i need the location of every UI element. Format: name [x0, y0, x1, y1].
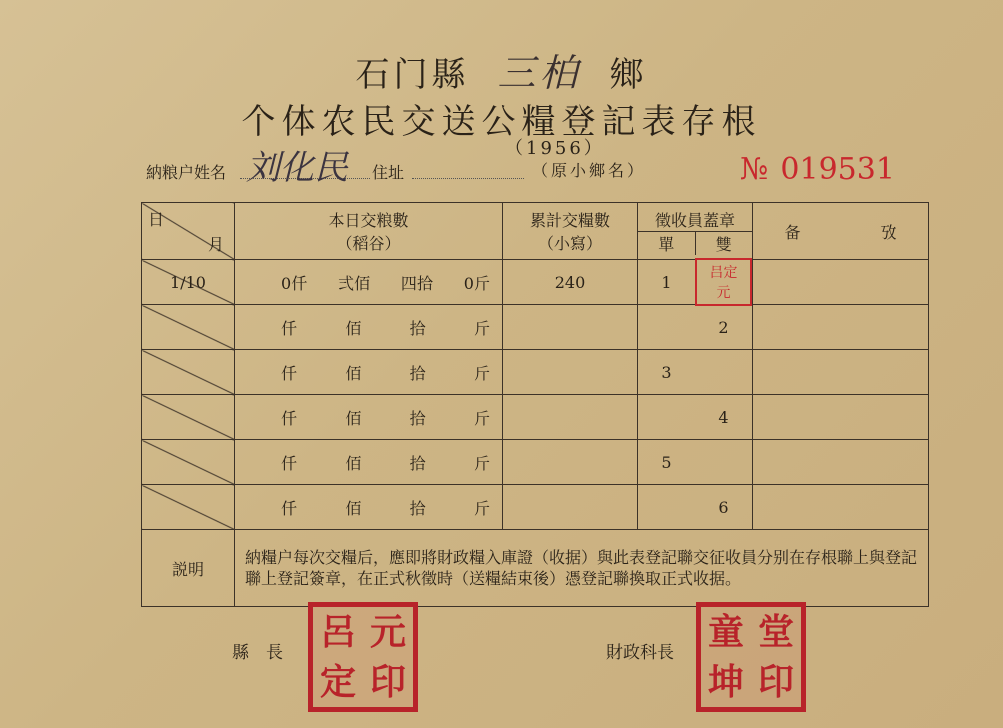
seal-char: 印	[369, 661, 406, 703]
unit-bai: 佰	[345, 318, 362, 338]
table-row	[142, 485, 929, 530]
address-label: 住址	[372, 163, 405, 182]
total-cell	[503, 260, 638, 305]
unit-shi: 拾	[409, 453, 426, 473]
seal-char: 元	[369, 611, 406, 653]
table-row	[142, 260, 929, 305]
amount-header	[235, 203, 503, 260]
stamp-header	[638, 203, 753, 260]
unit-jin: 斤	[473, 498, 490, 518]
taxpayer-name-handwritten: 刘化民	[246, 148, 348, 188]
total-cell	[503, 440, 638, 485]
unit-bai: 佰	[345, 453, 362, 473]
form-title: 个体农民交送公糧登記表存根	[241, 102, 762, 142]
stamp-cell	[638, 305, 753, 350]
total-cell	[503, 305, 638, 350]
delivery-table	[141, 202, 929, 607]
unit-qian: 仟	[281, 498, 298, 518]
serial-value: 019531	[780, 152, 895, 187]
unit-shi: 拾	[409, 408, 426, 428]
amount-cell	[235, 395, 503, 440]
date-cell	[142, 350, 235, 395]
day-label: 日	[148, 210, 165, 229]
township-handwritten: 三柏	[497, 51, 582, 95]
single-slot: 1	[661, 272, 672, 292]
unit-shi: 拾	[409, 318, 426, 338]
shi-value: 四	[400, 273, 417, 293]
unit-shi: 拾	[409, 498, 426, 518]
note-label: 説明	[142, 530, 235, 607]
unit-shi: 拾	[416, 273, 433, 293]
table-row	[142, 305, 929, 350]
amount-cell	[235, 440, 503, 485]
total-cell	[503, 395, 638, 440]
date-cell	[142, 305, 235, 350]
single-label: 單	[638, 232, 696, 255]
unit-bai: 佰	[345, 498, 362, 518]
unit-jin: 斤	[473, 453, 490, 473]
date-header	[142, 203, 235, 260]
unit-bai: 佰	[354, 273, 371, 293]
qian-value: 0	[281, 273, 292, 293]
stamp-cell	[638, 395, 753, 440]
seal-char: 呂	[319, 611, 356, 653]
date-cell	[142, 440, 235, 485]
seal-char: 堂	[757, 611, 794, 653]
bai-value: 弍	[338, 273, 355, 293]
stamp-cell	[638, 440, 753, 485]
date-cell	[142, 260, 235, 305]
unit-jin: 斤	[473, 363, 490, 383]
stamp-cell	[638, 485, 753, 530]
stamp-cell	[638, 260, 753, 305]
date-cell	[142, 395, 235, 440]
serial-number	[740, 152, 895, 187]
unit-bai: 佰	[345, 363, 362, 383]
month-label: 月	[207, 235, 224, 254]
date-cell	[142, 485, 235, 530]
note-row	[142, 530, 929, 607]
seal-char: 定	[319, 661, 356, 703]
township-suffix: 鄉	[609, 55, 648, 95]
serial-prefix: №	[740, 152, 769, 187]
unit-jin: 斤	[473, 318, 490, 338]
seal-char: 印	[757, 661, 794, 703]
double-slot: 4	[718, 407, 729, 427]
taxpayer-name-label: 納粮户姓名	[146, 163, 227, 182]
remarks-header: 备 攷	[753, 203, 929, 260]
seal-char: 坤	[707, 661, 744, 703]
double-label: 雙	[715, 234, 732, 254]
remarks-cell	[753, 485, 929, 530]
ge-value: 0	[463, 273, 474, 293]
unit-qian: 仟	[281, 408, 298, 428]
date-value: 1/10	[170, 272, 206, 292]
original-township-label: （原小鄉名）	[532, 161, 647, 180]
table-row	[142, 350, 929, 395]
remarks-cell	[753, 395, 929, 440]
unit-jin: 斤	[473, 273, 490, 293]
remarks-cell	[753, 350, 929, 395]
county-head-label: 縣 長	[232, 643, 283, 663]
total-value: 240	[554, 272, 586, 292]
unit-qian: 仟	[281, 453, 298, 473]
form-year: （1956）	[505, 138, 605, 159]
table-row	[142, 395, 929, 440]
table-header-row	[142, 203, 929, 260]
address-dotted-line	[412, 178, 524, 179]
unit-qian: 仟	[291, 273, 308, 293]
amount-header-label: 本日交粮數	[328, 211, 409, 230]
double-slot: 6	[718, 497, 729, 517]
remarks-cell	[753, 440, 929, 485]
single-slot: 3	[661, 362, 672, 382]
county-township-line	[0, 42, 1003, 97]
amount-cell	[235, 260, 503, 305]
note-text: 納糧户每次交糧后，應即將財政糧入庫證（收据）與此表登記聯交征收員分别在存根聯上與登記聯上登記簽章，在正式秋徵時（送糧結束後）憑登記聯換取正式收据。	[235, 530, 929, 607]
single-slot: 5	[661, 452, 672, 472]
remarks-cell	[753, 260, 929, 305]
finance-head-seal	[696, 602, 806, 712]
double-slot: 2	[718, 317, 729, 337]
amount-header-sub: （稻谷）	[336, 234, 401, 253]
total-header-sub: （小寫）	[537, 234, 602, 253]
unit-bai: 佰	[345, 408, 362, 428]
stamp-header-label: 徵收員蓋章	[638, 208, 752, 232]
county-head-seal	[308, 602, 418, 712]
collector-stamp: 吕定元	[695, 258, 752, 306]
table-row	[142, 440, 929, 485]
unit-jin: 斤	[473, 408, 490, 428]
county-name: 石门縣	[355, 55, 470, 95]
double-slot	[695, 258, 752, 306]
unit-qian: 仟	[281, 318, 298, 338]
total-header	[503, 203, 638, 260]
stamp-cell	[638, 350, 753, 395]
unit-shi: 拾	[409, 363, 426, 383]
finance-head-label: 財政科長	[606, 643, 674, 663]
remarks-cell	[753, 305, 929, 350]
total-cell	[503, 485, 638, 530]
amount-cell	[235, 485, 503, 530]
total-cell	[503, 350, 638, 395]
unit-qian: 仟	[281, 363, 298, 383]
amount-cell	[235, 305, 503, 350]
seal-char: 童	[707, 611, 744, 653]
amount-cell	[235, 350, 503, 395]
total-header-label: 累計交糧數	[529, 211, 610, 230]
